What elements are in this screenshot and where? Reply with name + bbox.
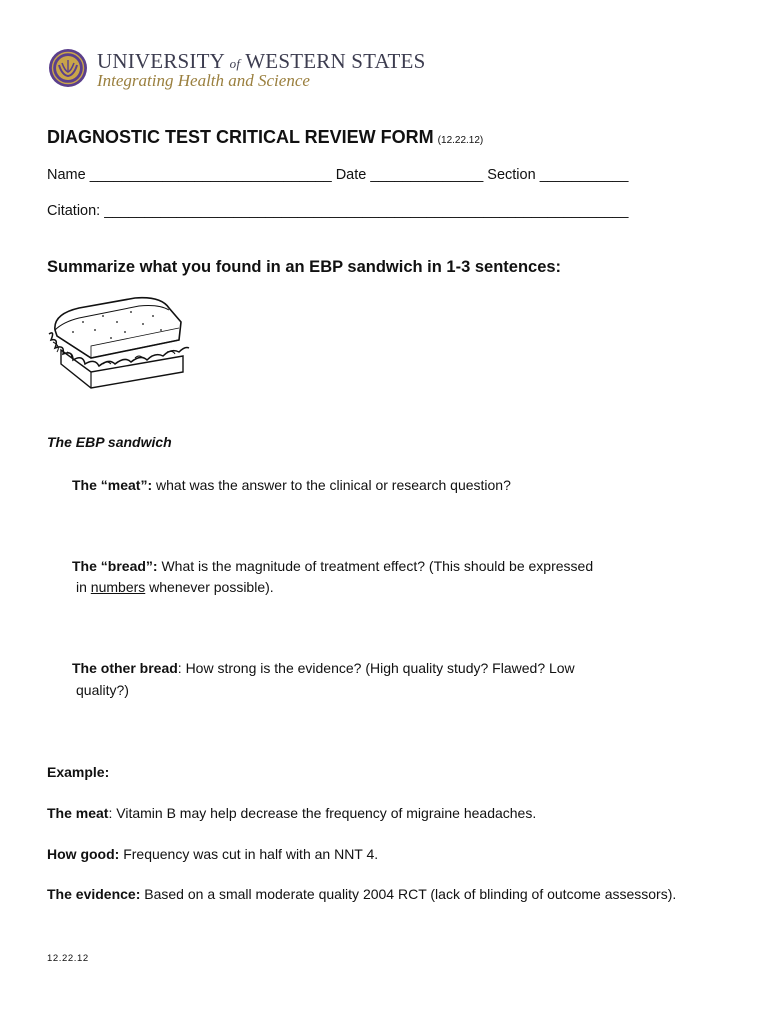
example-meat: The meat: Vitamin B may help decrease the frequency of migraine headaches. <box>47 805 537 821</box>
footer-date: 12.22.12 <box>47 953 89 964</box>
section-field[interactable]: ___________ <box>539 167 629 183</box>
meat-label: The “meat”: <box>72 477 153 493</box>
citation-label: Citation: <box>47 203 101 219</box>
citation-row <box>47 203 628 219</box>
form-title: DIAGNOSTIC TEST CRITICAL REVIEW FORM (12.22.12) <box>47 127 484 147</box>
ebp-heading: The EBP sandwich <box>47 434 172 450</box>
university-name: UNIVERSITY of WESTERN STATES <box>97 49 426 73</box>
name-date-section-row <box>47 167 628 183</box>
citation-field[interactable]: _________________________________________________________________ <box>104 203 629 219</box>
summary-heading: Summarize what you found in an EBP sandwich in 1-3 sentences: <box>47 258 562 276</box>
date-label: Date <box>335 167 367 183</box>
bread-prompt-line2: in numbers whenever possible). <box>76 579 274 595</box>
example-evidence: The evidence: Based on a small moderate quality 2004 RCT (lack of blinding of outcome assessors). <box>47 886 677 902</box>
meat-prompt <box>72 477 511 493</box>
section-label: Section <box>487 167 536 183</box>
example-heading: Example: <box>47 764 110 780</box>
numbers-underlined: numbers <box>90 579 146 595</box>
name-label: Name <box>47 167 86 183</box>
bread-label: The “bread”: <box>72 558 158 574</box>
meat-text: what was the answer to the clinical or research question? <box>152 477 511 493</box>
form-version: (12.22.12) <box>437 135 484 146</box>
sandwich-illustration <box>43 292 193 398</box>
example-how-good: How good: Frequency was cut in half with an NNT 4. <box>47 846 379 862</box>
other-bread-prompt-line1 <box>72 660 575 676</box>
university-seal-logo <box>48 48 88 88</box>
other-bread-label: The other bread <box>72 660 178 676</box>
bread-prompt-line1 <box>72 558 593 574</box>
date-field[interactable]: ______________ <box>370 167 484 183</box>
other-bread-text-line1: : How strong is the evidence? (High quality study? Flawed? Low <box>177 660 575 676</box>
name-field[interactable]: ______________________________ <box>89 167 332 183</box>
other-bread-prompt-line2: quality?) <box>76 682 129 698</box>
university-tagline: Integrating Health and Science <box>97 71 310 90</box>
bread-text-line1: What is the magnitude of treatment effect? (This should be expressed <box>157 558 594 574</box>
